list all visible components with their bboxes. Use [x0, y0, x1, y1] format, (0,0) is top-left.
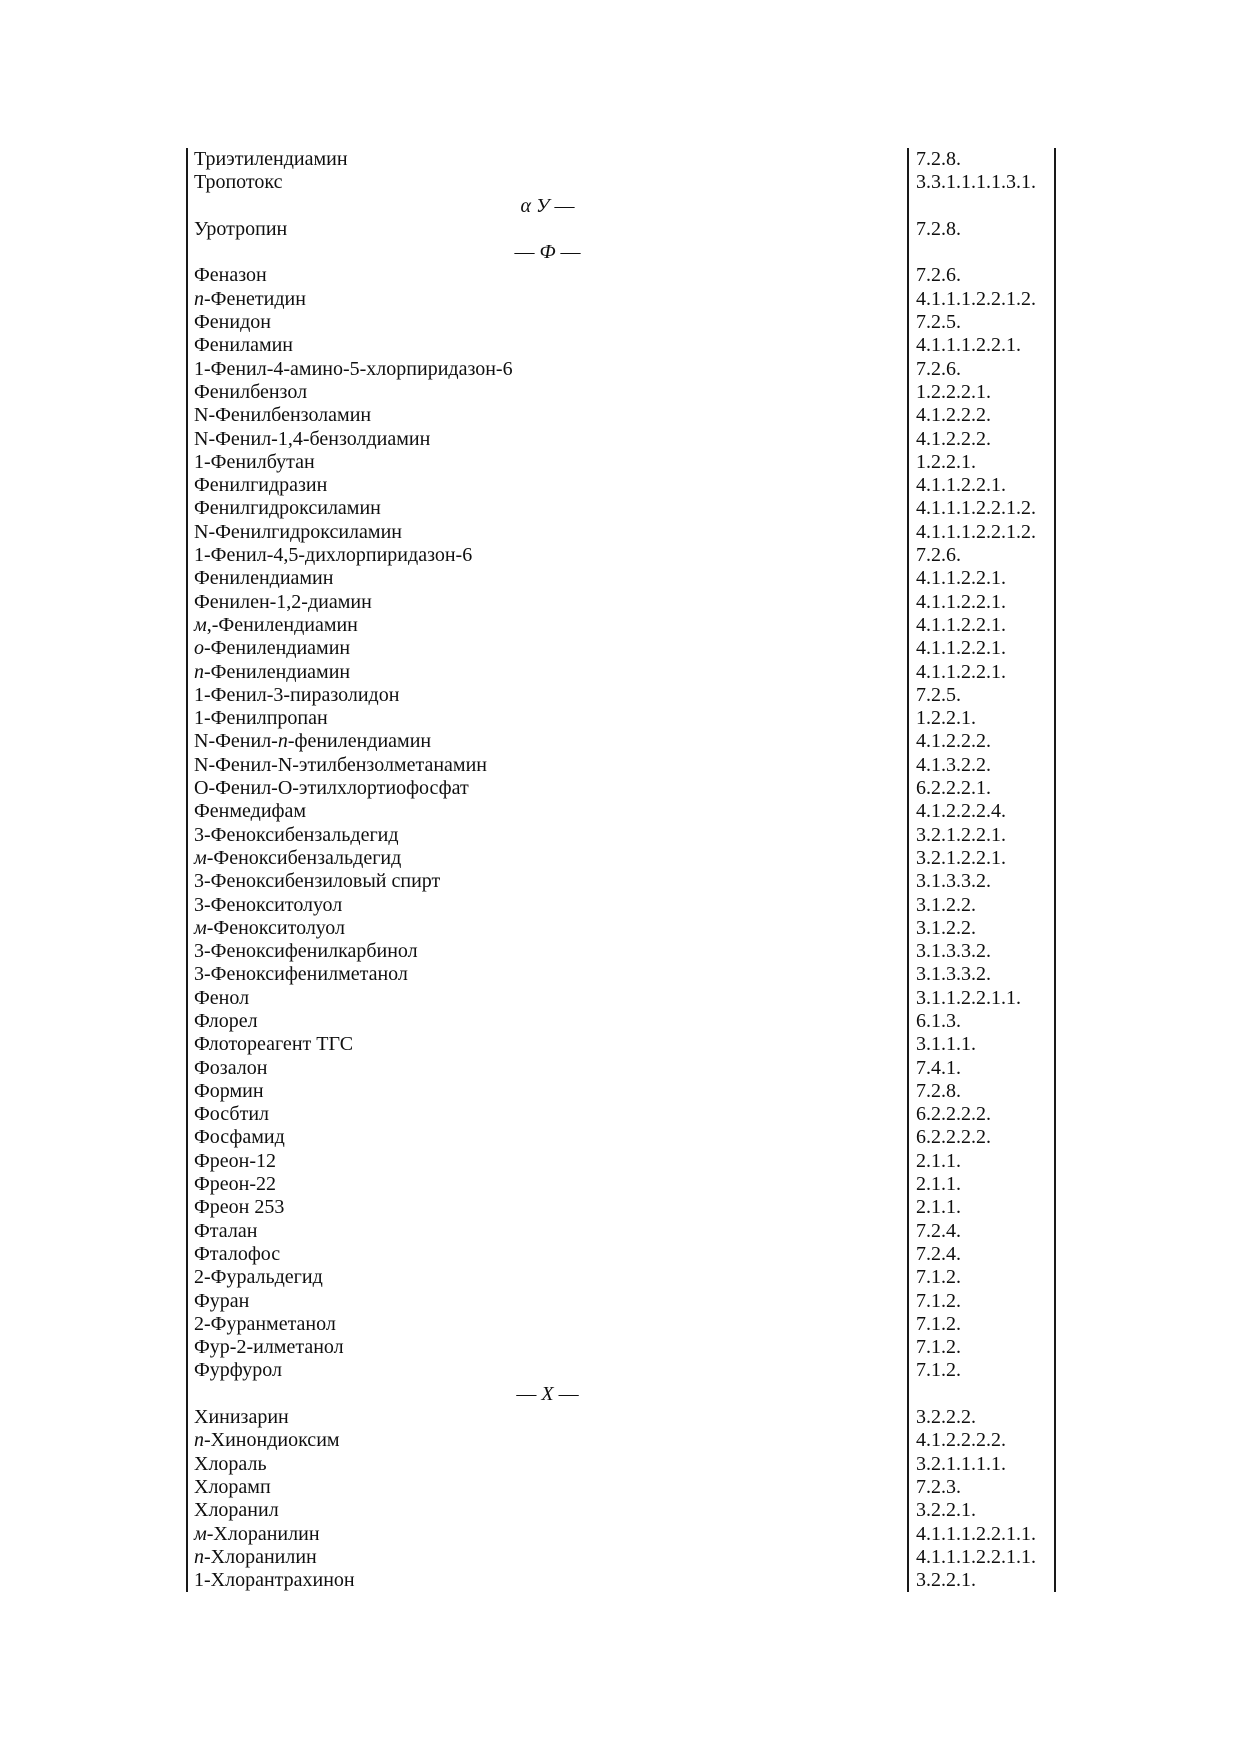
section-number: 4.1.1.1.2.2.1.1. [907, 1546, 1054, 1569]
substance-index-table [186, 148, 1056, 1592]
index-row [188, 917, 1054, 940]
section-number: 3.2.1.2.2.1. [907, 847, 1054, 870]
name-segment-italic: Ф [539, 241, 556, 264]
section-number: 7.2.3. [907, 1476, 1054, 1499]
name-segment: 1-Фенилбутан [194, 450, 315, 473]
section-number: 4.1.1.2.2.1. [907, 591, 1054, 614]
name-segment-italic: п [194, 1545, 204, 1568]
section-number: 4.1.1.2.2.1. [907, 661, 1054, 684]
substance-name [188, 1290, 907, 1313]
substance-name [188, 1080, 907, 1103]
substance-name [188, 707, 907, 730]
substance-name [188, 1266, 907, 1289]
substance-name [188, 661, 907, 684]
index-row [188, 171, 1054, 194]
name-segment: N-Фенил-N-этилбензолметанамин [194, 753, 487, 776]
section-number: 6.2.2.2.1. [907, 777, 1054, 800]
section-number: 4.1.1.2.2.1. [907, 474, 1054, 497]
name-segment: Фур-2-илметанол [194, 1336, 344, 1359]
section-number: 7.2.8. [907, 218, 1054, 241]
index-row [188, 148, 1054, 171]
section-number: 4.1.1.2.2.1. [907, 567, 1054, 590]
index-row [188, 1499, 1054, 1522]
section-number: 1.2.2.1. [907, 451, 1054, 474]
index-row [188, 707, 1054, 730]
index-row [188, 497, 1054, 520]
index-row [188, 1523, 1054, 1546]
name-segment: — [516, 1382, 542, 1405]
index-row [188, 358, 1054, 381]
section-number: 3.1.1.1. [907, 1033, 1054, 1056]
section-number: 7.2.5. [907, 684, 1054, 707]
substance-name [188, 847, 907, 870]
section-number: 7.1.2. [907, 1266, 1054, 1289]
index-row [188, 824, 1054, 847]
index-row [188, 870, 1054, 893]
index-row [188, 1569, 1054, 1592]
section-number: 6.2.2.2.2. [907, 1103, 1054, 1126]
name-segment-italic: п [194, 287, 204, 310]
name-segment: 1-Хлорантрахинон [194, 1569, 355, 1592]
substance-name [188, 754, 907, 777]
name-segment: Хинизарин [194, 1406, 289, 1429]
section-number: 3.1.1.2.2.1.1. [907, 987, 1054, 1010]
substance-name [188, 1243, 907, 1266]
section-number: 7.2.4. [907, 1243, 1054, 1266]
name-segment: Триэтилендиамин [194, 148, 348, 170]
substance-name [188, 1010, 907, 1033]
index-row [188, 311, 1054, 334]
name-segment: 3-Феноксифенилметанол [194, 963, 408, 986]
name-segment: Фталофос [194, 1242, 281, 1265]
section-number: 2.1.1. [907, 1196, 1054, 1219]
substance-name [188, 1476, 907, 1499]
substance-name [188, 777, 907, 800]
section-number: 6.2.2.2.2. [907, 1126, 1054, 1149]
name-segment: Фенилен-1,2-диамин [194, 590, 372, 613]
substance-name [188, 404, 907, 427]
substance-name [188, 1359, 907, 1382]
substance-name [188, 1220, 907, 1243]
index-row [188, 451, 1054, 474]
substance-name [188, 451, 907, 474]
section-number: 4.1.1.1.2.2.1.2. [907, 521, 1054, 544]
section-number: 7.1.2. [907, 1336, 1054, 1359]
name-segment: Хлораль [194, 1452, 267, 1475]
name-segment: Фосфамид [194, 1126, 285, 1149]
substance-name [188, 1523, 907, 1546]
index-row [188, 1453, 1054, 1476]
section-number: 3.2.2.1. [907, 1499, 1054, 1522]
substance-name [188, 637, 907, 660]
index-row [188, 1266, 1054, 1289]
index-row [188, 218, 1054, 241]
name-segment-italic: м [194, 613, 207, 636]
section-number: 3.2.1.2.2.1. [907, 824, 1054, 847]
substance-name [188, 1453, 907, 1476]
substance-name [188, 567, 907, 590]
name-segment: N-Фенилгидроксиламин [194, 520, 402, 543]
section-number: 4.1.1.2.2.1. [907, 614, 1054, 637]
section-number: 2.1.1. [907, 1173, 1054, 1196]
index-row [188, 1010, 1054, 1033]
name-segment: Фреон-12 [194, 1149, 277, 1172]
substance-name [188, 1173, 907, 1196]
substance-name [188, 1150, 907, 1173]
index-row [188, 1476, 1054, 1499]
name-segment: — [549, 194, 575, 217]
name-segment-italic: п [194, 1429, 204, 1452]
name-segment: Фосбтил [194, 1103, 270, 1126]
name-segment-italic: У [536, 194, 550, 217]
name-segment: Фозалон [194, 1056, 268, 1079]
substance-name [188, 1569, 907, 1592]
substance-name [188, 1196, 907, 1219]
index-row [188, 987, 1054, 1010]
section-number: 7.1.2. [907, 1290, 1054, 1313]
name-segment: -Фенилендиамин [204, 637, 351, 660]
substance-name [188, 474, 907, 497]
section-number: 3.1.3.3.2. [907, 870, 1054, 893]
index-row [188, 894, 1054, 917]
section-number: 3.1.2.2. [907, 917, 1054, 940]
name-segment-italic: п [194, 660, 204, 683]
substance-name [188, 963, 907, 986]
substance-name [188, 334, 907, 357]
name-segment: Тропотокс [194, 171, 283, 194]
name-segment-italic: α [520, 194, 532, 217]
substance-name [188, 1033, 907, 1056]
name-segment: -фенилендиамин [287, 730, 432, 753]
index-row [188, 1546, 1054, 1569]
name-segment-italic: м [194, 1522, 207, 1545]
section-number: 4.1.3.2.2. [907, 754, 1054, 777]
section-number: 1.2.2.2.1. [907, 381, 1054, 404]
section-number: 3.1.3.3.2. [907, 963, 1054, 986]
index-row [188, 591, 1054, 614]
name-segment: ,-Фенилендиамин [206, 613, 358, 636]
substance-name [188, 311, 907, 334]
index-row [188, 1057, 1054, 1080]
index-row [188, 567, 1054, 590]
substance-name [188, 1126, 907, 1149]
substance-name [188, 358, 907, 381]
index-row [188, 963, 1054, 986]
substance-name [188, 591, 907, 614]
section-number [907, 1383, 1054, 1406]
index-row [188, 1080, 1054, 1103]
section-number: 7.2.4. [907, 1220, 1054, 1243]
section-number: 4.1.2.2.2.4. [907, 800, 1054, 823]
section-number [907, 241, 1054, 264]
name-segment: -Фенетидин [204, 287, 306, 310]
index-row [188, 1126, 1054, 1149]
name-segment: Фенилендиамин [194, 567, 334, 590]
index-row [188, 730, 1054, 753]
substance-name [188, 521, 907, 544]
name-segment: Феназон [194, 264, 267, 287]
letter-section-header [188, 241, 907, 264]
letter-section-header [188, 1383, 907, 1406]
index-row [188, 754, 1054, 777]
substance-name [188, 497, 907, 520]
name-segment: 3-Феноксифенилкарбинол [194, 940, 418, 963]
index-row [188, 1150, 1054, 1173]
section-number: 1.2.2.1. [907, 707, 1054, 730]
index-row [188, 288, 1054, 311]
section-number: 4.1.1.1.2.2.1. [907, 334, 1054, 357]
name-segment: Формин [194, 1079, 264, 1102]
section-number: 4.1.1.1.2.2.1.2. [907, 497, 1054, 520]
letter-section-header-row [188, 241, 1054, 264]
section-number: 3.2.2.1. [907, 1569, 1054, 1592]
substance-name [188, 1406, 907, 1429]
name-segment: Фенилбензол [194, 380, 308, 403]
name-segment: Фреон 253 [194, 1196, 285, 1219]
substance-name [188, 1313, 907, 1336]
substance-name [188, 171, 907, 194]
name-segment: — [555, 241, 581, 264]
name-segment: Фуран [194, 1289, 250, 1312]
index-row [188, 614, 1054, 637]
index-row [188, 1290, 1054, 1313]
substance-name [188, 987, 907, 1010]
index-row [188, 800, 1054, 823]
name-segment: Фреон-22 [194, 1173, 277, 1196]
name-segment-italic: м [194, 916, 207, 939]
section-number: 2.1.1. [907, 1150, 1054, 1173]
name-segment: 3-Феноксибензиловый спирт [194, 870, 441, 893]
substance-name [188, 264, 907, 287]
section-number: 6.1.3. [907, 1010, 1054, 1033]
index-row [188, 1406, 1054, 1429]
index-row [188, 661, 1054, 684]
substance-name [188, 614, 907, 637]
name-segment: 2-Фуранметанол [194, 1312, 336, 1335]
section-number: 4.1.2.2.2.2. [907, 1429, 1054, 1452]
index-row [188, 940, 1054, 963]
name-segment: Уротропин [194, 217, 288, 240]
index-row [188, 521, 1054, 544]
section-number: 4.1.1.1.2.2.1.1. [907, 1523, 1054, 1546]
index-row [188, 847, 1054, 870]
substance-name [188, 800, 907, 823]
substance-name [188, 917, 907, 940]
substance-name [188, 544, 907, 567]
section-number: 4.1.2.2.2. [907, 428, 1054, 451]
name-segment: 1-Фенил-4-амино-5-хлорпиридазон-6 [194, 357, 513, 380]
index-row [188, 1313, 1054, 1336]
substance-name [188, 218, 907, 241]
name-segment: — [553, 1382, 579, 1405]
name-segment: 3-Феноксибензальдегид [194, 823, 399, 846]
section-number: 3.3.1.1.1.1.3.1. [907, 171, 1054, 194]
index-row [188, 1429, 1054, 1452]
name-segment: -Хлоранилин [206, 1522, 320, 1545]
index-row [188, 684, 1054, 707]
index-row [188, 334, 1054, 357]
letter-section-header [188, 195, 907, 218]
substance-name [188, 1103, 907, 1126]
substance-name [188, 824, 907, 847]
letter-section-header-row [188, 1383, 1054, 1406]
substance-name [188, 381, 907, 404]
name-segment: Флорел [194, 1009, 258, 1032]
section-number: 7.2.6. [907, 264, 1054, 287]
substance-name [188, 288, 907, 311]
section-number: 4.1.1.1.2.2.1.2. [907, 288, 1054, 311]
section-number: 7.1.2. [907, 1359, 1054, 1382]
name-segment-italic: о [194, 637, 204, 660]
index-row [188, 1359, 1054, 1382]
section-number: 7.2.8. [907, 1080, 1054, 1103]
name-segment: 1-Фенилпропан [194, 707, 328, 730]
name-segment: Хлоранил [194, 1499, 279, 1522]
substance-name [188, 1429, 907, 1452]
section-number: 3.1.3.3.2. [907, 940, 1054, 963]
index-row [188, 264, 1054, 287]
section-number: 7.1.2. [907, 1313, 1054, 1336]
substance-name [188, 870, 907, 893]
name-segment: -Фенилендиамин [204, 660, 351, 683]
index-row [188, 1033, 1054, 1056]
index-row [188, 381, 1054, 404]
substance-name [188, 1336, 907, 1359]
section-number: 7.2.6. [907, 358, 1054, 381]
name-segment: — [514, 241, 540, 264]
index-row [188, 1336, 1054, 1359]
section-number [907, 195, 1054, 218]
index-row [188, 474, 1054, 497]
letter-section-header-row [188, 195, 1054, 218]
name-segment: Фенмедифам [194, 800, 307, 823]
substance-name [188, 684, 907, 707]
substance-name [188, 148, 907, 171]
name-segment: N-Фенилбензоламин [194, 404, 372, 427]
section-number: 4.1.1.2.2.1. [907, 637, 1054, 660]
name-segment: О-Фенил-О-этилхлортиофосфат [194, 777, 469, 800]
index-row [188, 428, 1054, 451]
name-segment: Фенилгидразин [194, 474, 328, 497]
substance-name [188, 730, 907, 753]
section-number: 7.2.8. [907, 148, 1054, 171]
name-segment: Фениламин [194, 334, 294, 357]
name-segment: 1-Фенил-3-пиразолидон [194, 683, 400, 706]
name-segment: -Фенокситолуол [206, 916, 346, 939]
index-row [188, 1173, 1054, 1196]
substance-name [188, 894, 907, 917]
name-segment: Фталан [194, 1219, 258, 1242]
section-number: 4.1.2.2.2. [907, 404, 1054, 427]
name-segment: N-Фенил- [194, 730, 278, 753]
name-segment: Фенол [194, 986, 250, 1009]
section-number: 7.2.5. [907, 311, 1054, 334]
section-number: 3.2.2.2. [907, 1406, 1054, 1429]
section-number: 7.2.6. [907, 544, 1054, 567]
name-segment: 3-Фенокситолуол [194, 893, 343, 916]
section-number: 7.4.1. [907, 1057, 1054, 1080]
index-row [188, 1220, 1054, 1243]
index-row [188, 777, 1054, 800]
name-segment: -Хинондиоксим [204, 1429, 340, 1452]
substance-name [188, 428, 907, 451]
index-row [188, 1243, 1054, 1266]
name-segment: 2-Фуральдегид [194, 1266, 323, 1289]
name-segment-italic: м [194, 846, 207, 869]
name-segment: Флотореагент ТГС [194, 1033, 354, 1056]
index-row [188, 1103, 1054, 1126]
name-segment-italic: п [277, 730, 288, 753]
substance-name [188, 1057, 907, 1080]
name-segment: N-Фенил-1,4-бензолдиамин [194, 427, 431, 450]
name-segment: Хлорамп [194, 1475, 271, 1498]
name-segment: Фенилгидроксиламин [194, 497, 381, 520]
section-number: 3.2.1.1.1.1. [907, 1453, 1054, 1476]
index-row [188, 637, 1054, 660]
name-segment: 1-Фенил-4,5-дихлорпиридазон-6 [194, 544, 473, 567]
substance-name [188, 1546, 907, 1569]
substance-name [188, 940, 907, 963]
name-segment-italic: Х [541, 1382, 554, 1405]
index-row [188, 544, 1054, 567]
name-segment: -Хлоранилин [204, 1545, 317, 1568]
index-row [188, 1196, 1054, 1219]
section-number: 3.1.2.2. [907, 894, 1054, 917]
section-number: 4.1.2.2.2. [907, 730, 1054, 753]
name-segment: Фенидон [194, 311, 271, 334]
substance-name [188, 1499, 907, 1522]
name-segment: -Феноксибензальдегид [206, 846, 402, 869]
index-row [188, 404, 1054, 427]
name-segment: Фурфурол [194, 1359, 282, 1382]
